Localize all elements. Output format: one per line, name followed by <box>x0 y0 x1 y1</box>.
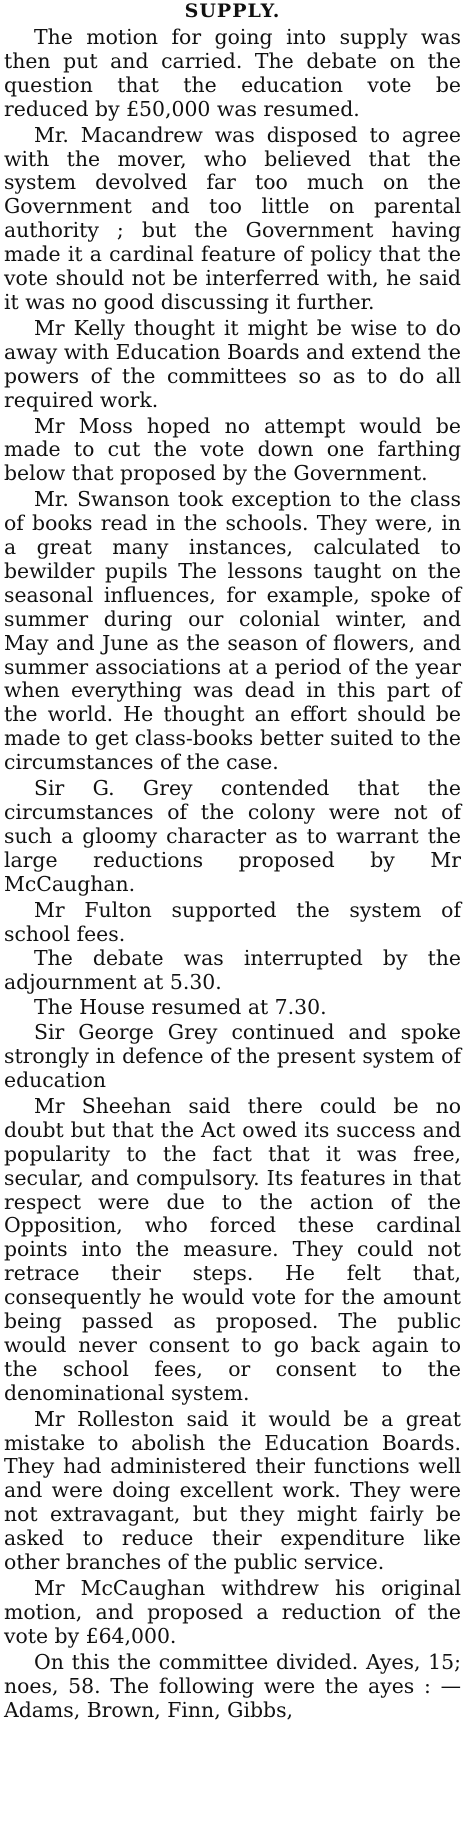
paragraph-kelly: Mr Kelly thought it might be wise to do away with Education Boards and extend the powers of the committees so as to do all required work. <box>4 315 461 412</box>
paragraph-george-grey: Sir George Grey continued and spoke strongly in defence of the present system of education <box>4 1020 461 1092</box>
paragraph-macandrew: Mr. Macandrew was disposed to agree with the mover, who believed that the system devolved far too much on the Government and too little on parental authority ; but the Government having made it a cardinal feature of policy that the vote should not be interferred with, he said it was no good discussing it further. <box>4 122 461 314</box>
paragraph-division: On this the committee divided. Ayes, 15; noes, 58. The following were the ayes : — Adams, Brown, Finn, Gibbs, <box>4 1649 461 1722</box>
paragraph-motion: The motion for going into supply was then put and carried. The debate on the question that the education vote be reduced by £50,000 was resumed. <box>4 25 461 121</box>
paragraph-resumed: The House resumed at 7.30. <box>34 995 327 1020</box>
paragraph-mccaughan: Mr McCaughan withdrew his original motion, and proposed a reduction of the vote by £64,000. <box>4 1576 461 1648</box>
paragraph-swanson: Mr. Swanson took exception to the class of books read in the schools. They were, in a great many instances, calculated to bewilder pupils The lessons taught on the seasonal influences, for example, spoke of summer during our colonial winter, and May and June as the season of flowers, and summer associations at a period of the year when everything was dead in this part of the world. He thought an effort should be made to get class-books better suited to the circumstances of the case. <box>4 487 461 775</box>
paragraph-rolleston: Mr Rolleston said it would be a great mistake to abolish the Education Boards. They had administered their functions well and were doing excellent work. They were not extravagant, but they might fairly be asked to reduce their expenditure like other branches of the public service. <box>4 1406 461 1575</box>
article-heading: SUPPLY. <box>184 0 281 22</box>
paragraph-fulton: Mr Fulton supported the system of school fees. <box>4 897 461 946</box>
paragraph-grey: Sir G. Grey contended that the circumstances of the colony were not of such a gloomy character as to warrant the large reductions proposed by Mr McCaughan. <box>4 776 461 896</box>
paragraph-adjournment: The debate was interrupted by the adjournment at 5.30. <box>4 946 461 995</box>
paragraph-moss: Mr Moss hoped no attempt would be made to cut the vote down one farthing below that proposed by the Government. <box>4 413 461 486</box>
paragraph-sheehan: Mr Sheehan said there could be no doubt but that the Act owed its success and popularity to the fact that it was free, secular, and compulsory. Its features in that respect were due to the action of the Opposition, who forced these cardinal points into the measure. They could not retrace their steps. He felt that, consequently he would vote for the amount being passed as proposed. The public would never consent to go back again to the school fees, or consent to the denominational system. <box>4 1093 461 1405</box>
